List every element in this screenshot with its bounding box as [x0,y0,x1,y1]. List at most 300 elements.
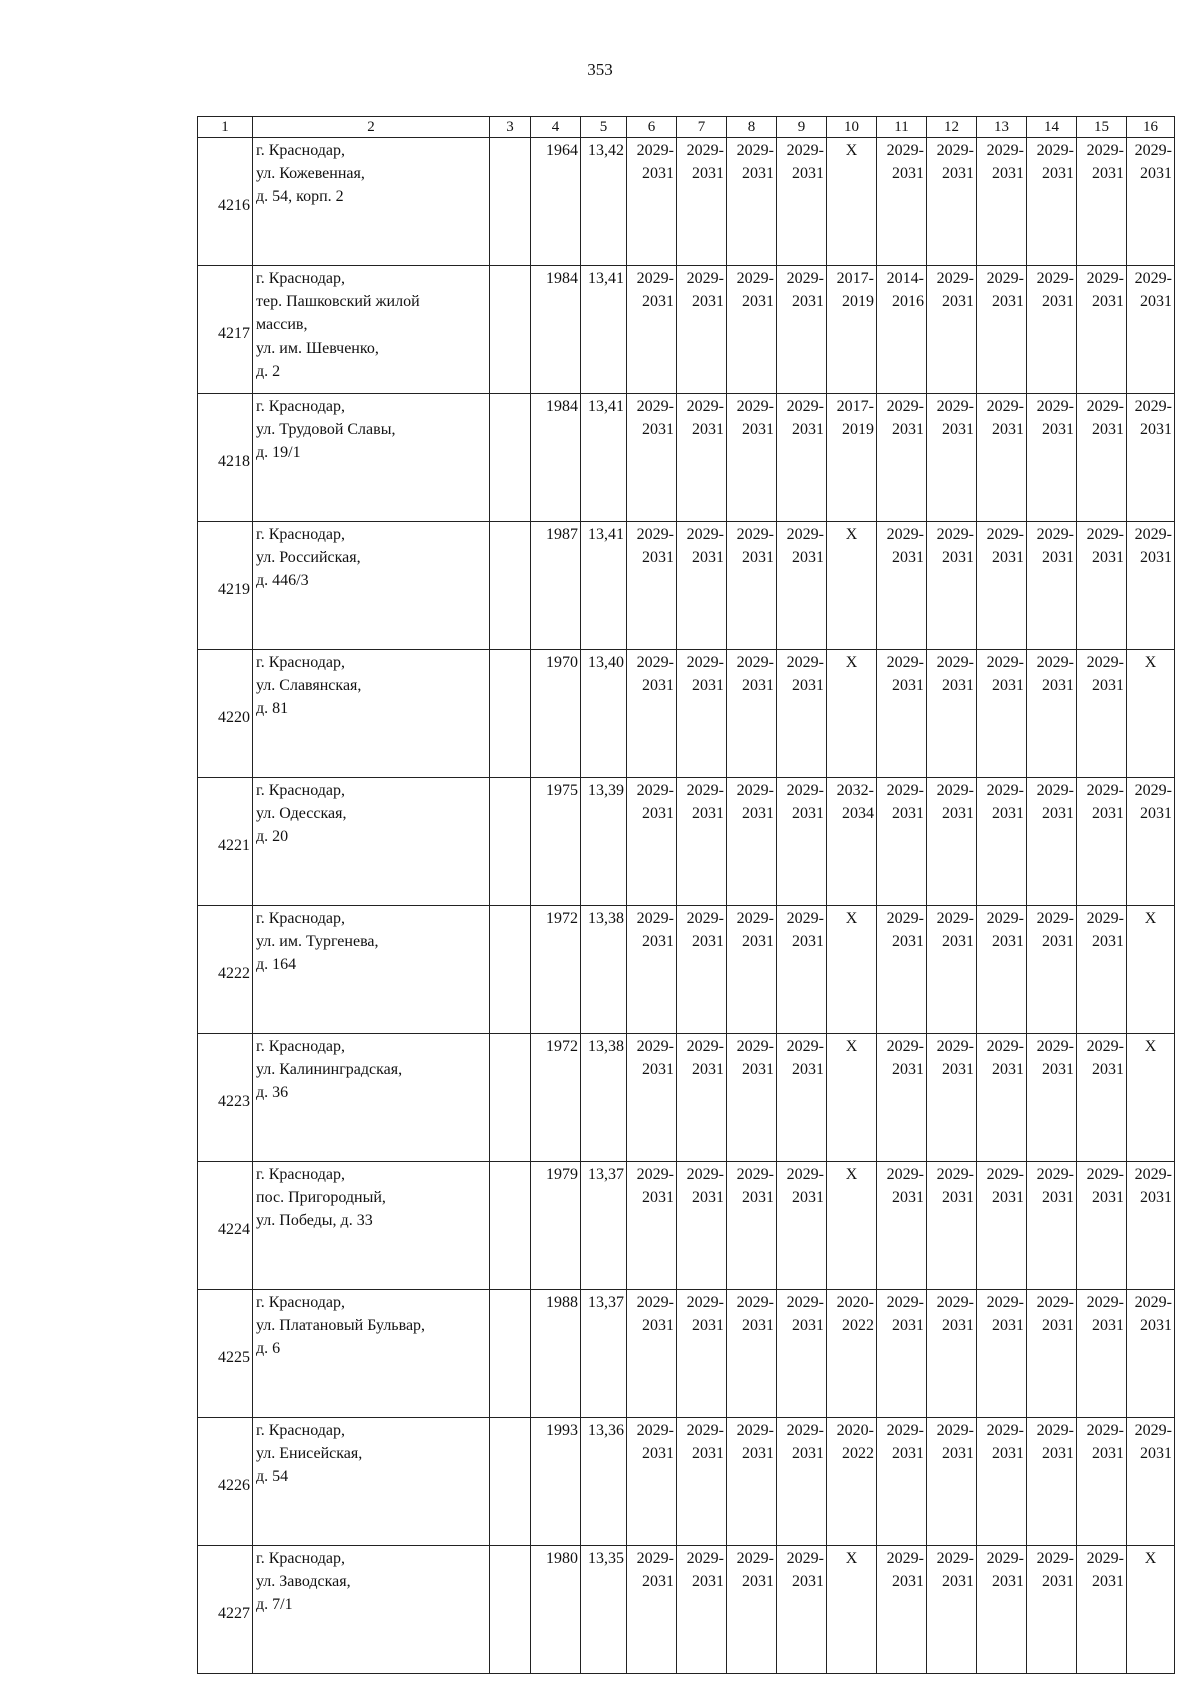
address-cell [253,1162,490,1290]
period-text: 2029- [1036,782,1074,799]
address-line: ул. Заводская, [256,1573,351,1591]
address-line: ул. Славянская, [256,677,362,695]
address-line: г. Краснодар, [256,1422,345,1439]
period-text: 2031 [992,1573,1024,1591]
year-cell: 1975 [531,778,581,906]
period-text: 2029- [1134,142,1172,159]
period-text: 2029- [736,270,774,287]
column-3-cell [490,778,531,906]
value-cell: 13,35 [581,1546,627,1674]
header-cell: 3 [490,117,531,138]
period-text: 2029- [936,142,974,159]
period-cell [1127,1162,1175,1290]
year-cell: 1972 [531,906,581,1034]
period-cell [877,1418,927,1546]
period-text: 2029- [1036,270,1074,287]
column-3-cell [490,138,531,266]
period-cell [777,394,827,522]
period-text: 2029- [786,526,824,543]
period-text: 2031 [692,1573,724,1591]
period-text: 2031 [1140,549,1172,567]
period-text: 2029- [886,1422,924,1439]
period-cell [927,394,977,522]
period-text: 2031 [942,1317,974,1335]
period-text: 2031 [792,165,824,183]
period-text: 2031 [892,677,924,695]
period-text: 2029- [886,1550,924,1567]
period-cell [677,266,727,394]
period-text: 2020- [836,1294,874,1311]
table-row [198,266,1175,394]
address-line: тер. Пашковский жилой [256,293,420,311]
period-text: 2031 [1092,421,1124,439]
period-cell [977,394,1027,522]
period-text: 2031 [792,421,824,439]
period-text: 2031 [692,677,724,695]
period-text: 2031 [1092,1317,1124,1335]
period-text: 2031 [642,549,674,567]
address-line: д. 36 [256,1084,289,1102]
header-cell: 15 [1077,117,1127,138]
period-cell [1127,778,1175,906]
period-cell [877,522,927,650]
period-text: 2029- [1086,398,1124,415]
period-cell [1127,1546,1175,1674]
period-text: 2029- [936,1294,974,1311]
period-cell [877,650,927,778]
address-line: д. 446/3 [256,572,309,590]
period-text: 2029- [1036,142,1074,159]
period-text: 2031 [742,805,774,823]
period-cell [777,650,827,778]
period-text: X [1144,1550,1157,1567]
year-cell: 1984 [531,394,581,522]
period-text: 2029- [786,910,824,927]
year-cell: 1964 [531,138,581,266]
column-3-cell [490,266,531,394]
period-text: 2031 [792,677,824,695]
period-text: 2029- [1086,654,1124,671]
address-line: ул. им. Тургенева, [256,933,379,951]
period-cell [677,138,727,266]
period-text: 2022 [842,1445,874,1463]
row-number: 4220 [198,650,253,778]
period-text: 2031 [992,1189,1024,1207]
period-text: 2031 [942,421,974,439]
address-cell [253,394,490,522]
period-cell [877,1034,927,1162]
period-cell [777,1034,827,1162]
period-text: X [845,1038,858,1055]
period-cell [677,394,727,522]
period-text: 2029- [636,654,674,671]
period-text: 2029- [936,1038,974,1055]
period-cell [877,138,927,266]
period-text: 2029- [686,1038,724,1055]
period-text: 2029- [886,910,924,927]
period-text: 2031 [742,1445,774,1463]
header-cell: 11 [877,117,927,138]
period-cell [1127,266,1175,394]
period-text: 2029- [1134,1422,1172,1439]
period-text: 2031 [1092,1189,1124,1207]
period-text: 2029- [736,782,774,799]
period-cell [977,906,1027,1034]
period-cell [777,906,827,1034]
period-cell [977,778,1027,906]
header-cell: 7 [677,117,727,138]
period-text: X [845,142,858,159]
address-line: ул. Победы, д. 33 [256,1212,373,1230]
table-row [198,394,1175,522]
period-text: X [845,654,858,671]
period-text: 2029- [1134,1166,1172,1183]
period-text: 2029- [786,1294,824,1311]
period-cell [1077,1034,1127,1162]
period-text: 2031 [642,1573,674,1591]
period-cell [627,522,677,650]
period-text: 2029- [1036,1550,1074,1567]
period-cell [927,906,977,1034]
period-text: 2029- [736,526,774,543]
address-line: д. 6 [256,1340,281,1358]
period-text: 2029- [786,1550,824,1567]
period-text: 2029- [736,1422,774,1439]
period-cell [1077,266,1127,394]
period-text: 2031 [692,933,724,951]
period-text: 2029- [986,782,1024,799]
period-text: 2029- [986,654,1024,671]
housing-table [197,116,1175,1674]
period-text: 2029- [986,1422,1024,1439]
value-cell: 13,40 [581,650,627,778]
period-cell [727,650,777,778]
period-text: 2031 [792,933,824,951]
column-3-cell [490,1290,531,1418]
value-cell: 13,38 [581,906,627,1034]
address-line: г. Краснодар, [256,142,345,159]
period-text: 2031 [792,805,824,823]
period-text: 2029- [986,526,1024,543]
period-cell [777,1290,827,1418]
period-text: 2031 [1140,805,1172,823]
period-text: 2029- [686,1550,724,1567]
page-number: 353 [587,60,613,79]
period-cell [677,1290,727,1418]
period-text: 2031 [942,1061,974,1079]
period-text: 2029- [1086,1166,1124,1183]
period-text: 2029- [636,782,674,799]
header-row [198,117,1175,138]
period-text: 2031 [892,1061,924,1079]
period-text: 2029- [986,270,1024,287]
period-text: 2031 [1042,805,1074,823]
period-text: 2029- [736,654,774,671]
period-cell [1027,394,1077,522]
period-text: 2031 [1092,805,1124,823]
period-text: 2031 [892,1573,924,1591]
period-text: 2031 [642,293,674,311]
table-row [198,1162,1175,1290]
period-text: 2029- [736,1550,774,1567]
period-cell [1127,650,1175,778]
period-text: 2031 [742,293,774,311]
address-line: ул. Кожевенная, [256,165,365,183]
period-text: 2031 [692,549,724,567]
period-text: 2031 [792,1317,824,1335]
period-text: 2029- [686,782,724,799]
period-text: 2029- [636,1294,674,1311]
period-text: 2031 [642,933,674,951]
period-cell [677,1162,727,1290]
period-text: 2031 [642,805,674,823]
period-text: 2029- [986,1166,1024,1183]
period-cell [827,522,877,650]
address-line: д. 20 [256,828,289,846]
period-text: 2031 [642,1317,674,1335]
period-text: 2020- [836,1422,874,1439]
value-cell: 13,42 [581,138,627,266]
address-line: г. Краснодар, [256,1166,345,1183]
period-cell [777,1418,827,1546]
period-text: 2031 [942,165,974,183]
address-cell [253,906,490,1034]
period-text: 2031 [942,1189,974,1207]
address-line: ул. Одесская, [256,805,347,823]
address-line: г. Краснодар, [256,270,345,287]
row-number: 4216 [198,138,253,266]
period-text: 2031 [642,1445,674,1463]
period-cell [1077,778,1127,906]
period-text: 2029- [1086,142,1124,159]
period-text: 2029- [786,270,824,287]
table-row [198,1290,1175,1418]
period-text: 2029- [686,1422,724,1439]
period-cell [1077,522,1127,650]
period-text: 2031 [642,1061,674,1079]
period-cell [827,650,877,778]
period-text: 2029- [686,398,724,415]
period-cell [827,1162,877,1290]
year-cell: 1987 [531,522,581,650]
period-cell [877,1162,927,1290]
period-text: 2029- [986,1550,1024,1567]
period-text: 2031 [992,1445,1024,1463]
period-text: 2031 [1042,1189,1074,1207]
period-text: 2029- [1086,1294,1124,1311]
period-text: 2029- [1036,1038,1074,1055]
header-cell: 16 [1127,117,1175,138]
address-line: пос. Пригородный, [256,1189,386,1207]
period-text: 2031 [992,1061,1024,1079]
address-line: ул. Российская, [256,549,361,567]
address-line: г. Краснодар, [256,526,345,543]
period-text: 2029- [786,654,824,671]
value-cell: 13,38 [581,1034,627,1162]
period-text: 2031 [992,549,1024,567]
period-text: 2029- [686,654,724,671]
period-text: 2029- [936,654,974,671]
period-cell [827,906,877,1034]
period-text: 2031 [892,1445,924,1463]
address-cell [253,138,490,266]
period-text: 2031 [892,165,924,183]
period-text: 2031 [742,677,774,695]
period-text: 2029- [736,1038,774,1055]
period-text: 2031 [1140,1445,1172,1463]
period-text: 2031 [1092,293,1124,311]
period-cell [727,266,777,394]
period-text: 2031 [1042,933,1074,951]
period-text: 2031 [742,933,774,951]
period-cell [1077,906,1127,1034]
period-cell [627,1546,677,1674]
period-text: 2029- [1036,526,1074,543]
table-row [198,778,1175,906]
period-text: 2031 [942,933,974,951]
period-cell [677,778,727,906]
period-cell [1027,650,1077,778]
period-text: 2031 [892,549,924,567]
period-text: 2031 [1042,1317,1074,1335]
period-cell [827,1418,877,1546]
period-text: 2029- [736,1166,774,1183]
period-text: 2031 [742,165,774,183]
column-3-cell [490,650,531,778]
address-line: д. 7/1 [256,1596,293,1614]
value-cell: 13,37 [581,1162,627,1290]
period-cell [727,906,777,1034]
period-cell [1027,778,1077,906]
period-text: 2031 [1092,165,1124,183]
value-cell: 13,41 [581,522,627,650]
period-text: 2029- [1134,526,1172,543]
row-number: 4223 [198,1034,253,1162]
address-cell [253,1546,490,1674]
period-cell [827,1034,877,1162]
period-text: 2029- [636,142,674,159]
period-text: 2029- [936,910,974,927]
period-cell [977,1162,1027,1290]
period-text: 2031 [742,549,774,567]
period-text: 2031 [992,805,1024,823]
period-cell [627,1290,677,1418]
column-3-cell [490,906,531,1034]
period-cell [627,1162,677,1290]
period-text: 2029- [1036,1422,1074,1439]
period-text: 2029- [786,782,824,799]
period-text: 2031 [742,421,774,439]
period-cell [827,138,877,266]
period-text: 2029- [986,910,1024,927]
header-cell: 12 [927,117,977,138]
header-cell: 6 [627,117,677,138]
period-cell [777,1162,827,1290]
period-text: 2031 [1092,1573,1124,1591]
period-text: 2019 [842,421,874,439]
address-line: г. Краснодар, [256,782,345,799]
address-line: ул. им. Шевченко, [256,339,379,357]
period-text: 2029- [1036,654,1074,671]
period-text: 2029- [936,1550,974,1567]
year-cell: 1993 [531,1418,581,1546]
table-row [198,1034,1175,1162]
period-text: 2029- [886,1166,924,1183]
period-cell [1127,1034,1175,1162]
period-cell [927,1162,977,1290]
period-cell [1027,906,1077,1034]
address-line: д. 54 [256,1468,289,1486]
column-3-cell [490,522,531,650]
period-cell [927,1290,977,1418]
period-cell [1027,1546,1077,1674]
period-text: 2016 [892,293,924,311]
period-cell [877,1546,927,1674]
period-text: 2029- [1036,1294,1074,1311]
address-line: г. Краснодар, [256,398,345,415]
period-text: 2029- [736,910,774,927]
period-cell [1027,1290,1077,1418]
table-row [198,522,1175,650]
period-text: 2029- [1086,910,1124,927]
period-text: 2031 [1042,549,1074,567]
period-text: 2031 [1140,165,1172,183]
period-text: 2031 [1092,549,1124,567]
value-cell: 13,39 [581,778,627,906]
table-row [198,1418,1175,1546]
period-text: X [845,1550,858,1567]
period-text: 2029- [636,398,674,415]
period-text: 2031 [792,1061,824,1079]
row-number: 4226 [198,1418,253,1546]
period-cell [977,1290,1027,1418]
period-text: 2017- [836,398,874,415]
period-cell [827,1546,877,1674]
period-text: 2031 [1140,1317,1172,1335]
address-line: г. Краснодар, [256,910,345,927]
address-cell [253,522,490,650]
table-row [198,1546,1175,1674]
period-cell [727,1418,777,1546]
header-cell: 13 [977,117,1027,138]
period-text: 2031 [942,1445,974,1463]
period-text: 2029- [636,910,674,927]
period-text: 2029- [936,270,974,287]
period-text: 2029- [786,398,824,415]
period-cell [727,522,777,650]
period-text: 2029- [936,526,974,543]
period-text: 2031 [1140,293,1172,311]
period-cell [927,778,977,906]
period-cell [727,1034,777,1162]
period-cell [1027,1162,1077,1290]
period-text: 2017- [836,270,874,287]
address-line: г. Краснодар, [256,1550,345,1567]
address-cell [253,1034,490,1162]
period-cell [677,650,727,778]
period-text: 2029- [936,1166,974,1183]
address-line: ул. Платановый Бульвар, [256,1317,426,1335]
period-text: 2031 [992,1317,1024,1335]
period-cell [1077,394,1127,522]
period-text: 2029- [886,654,924,671]
period-text: 2029- [636,1166,674,1183]
period-cell [627,906,677,1034]
address-line: д. 19/1 [256,444,301,462]
period-cell [1077,1290,1127,1418]
period-text: 2031 [792,1445,824,1463]
column-3-cell [490,1034,531,1162]
